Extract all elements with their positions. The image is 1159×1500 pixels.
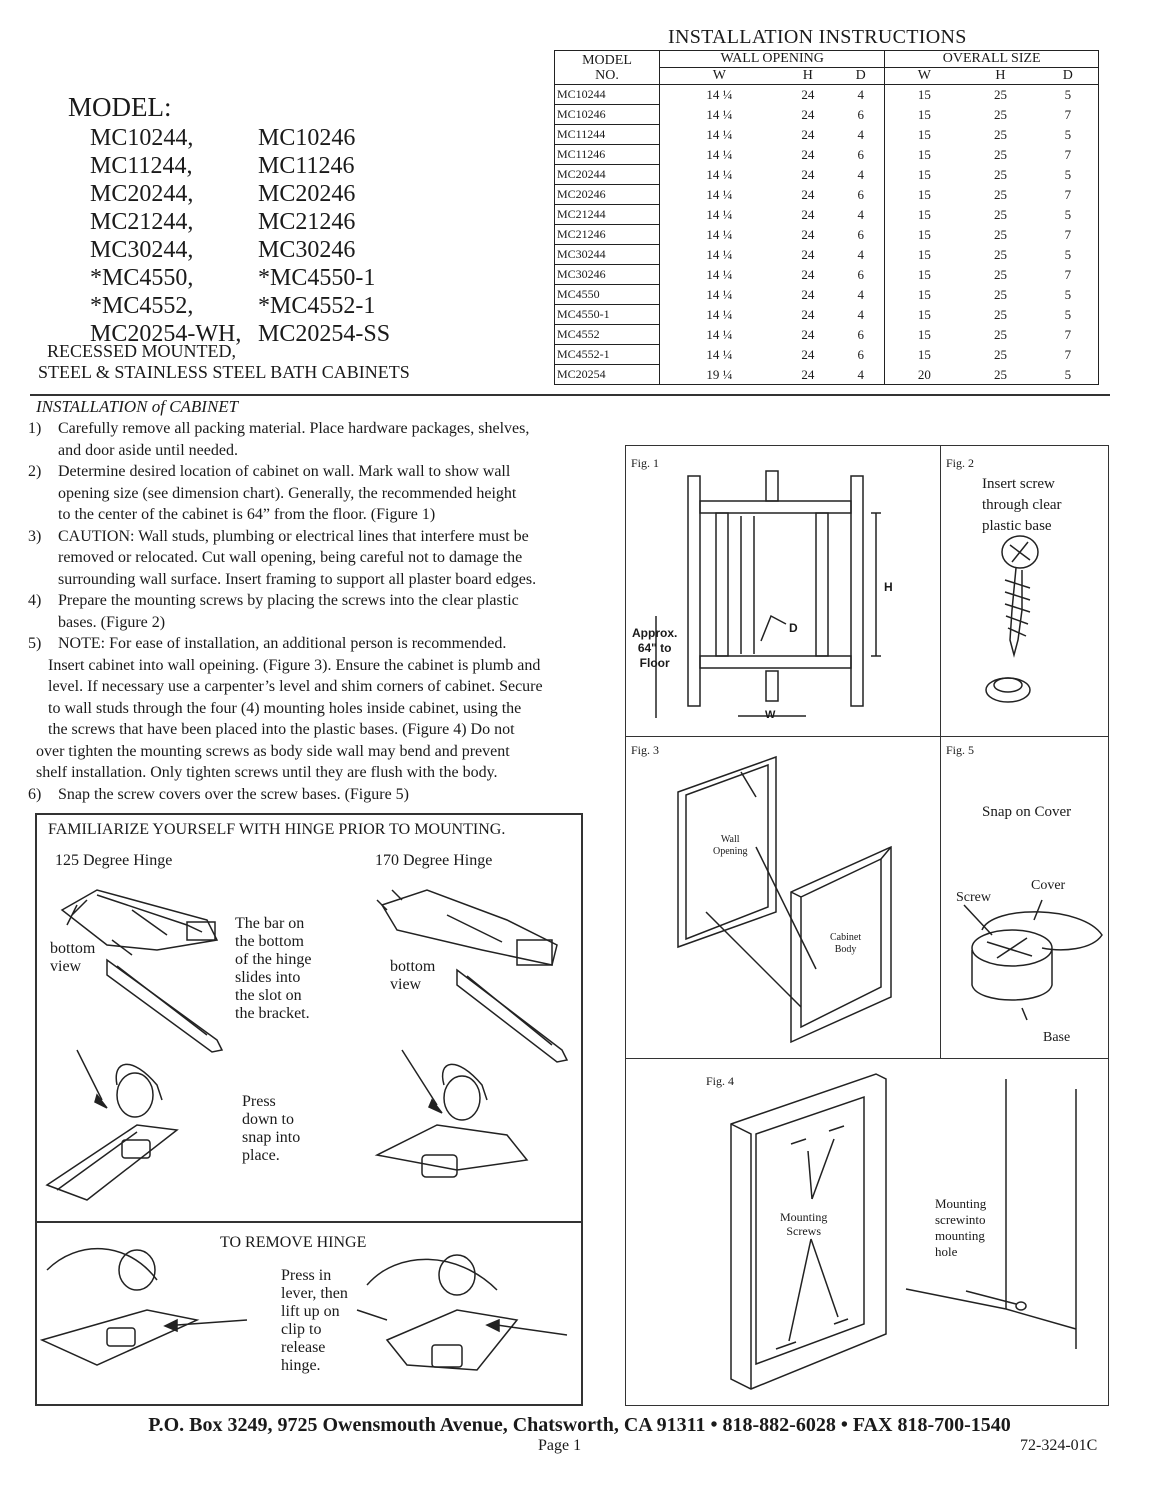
model-number: MC21246	[258, 209, 356, 235]
model-number: MC11246	[258, 153, 355, 179]
figure-4-mounting-drawing	[626, 1059, 1108, 1405]
overall-size-header: OVERALL SIZE	[885, 51, 1099, 68]
model-row	[90, 152, 430, 180]
dimension-cell: 14 ¼	[660, 345, 779, 365]
hinge-125-bracket-drawing	[107, 940, 222, 1052]
dimension-cell: 25	[993, 227, 1007, 242]
screw-cover-drawing	[942, 880, 1107, 1040]
step-number: 1)	[28, 420, 42, 437]
hinge-title: FAMILIARIZE YOURSELF WITH HINGE PRIOR TO MOUNTING.	[48, 821, 506, 838]
dimension-cell: 15	[885, 205, 963, 225]
step-line: Snap the screw covers over the screw bases. (Figure 5)	[58, 785, 409, 803]
figure-1-label: Fig. 1	[631, 456, 660, 470]
dimension-cell: 7	[1038, 225, 1099, 245]
dimension-cell: 4	[837, 365, 885, 385]
remove-hinge-left-drawing	[42, 1249, 247, 1365]
table-row	[555, 245, 1099, 265]
model-number: *MC4550-1	[258, 265, 376, 291]
dimension-cell: 4	[837, 165, 885, 185]
dimension-cell: 25	[993, 107, 1007, 122]
table-row	[555, 165, 1099, 185]
dimension-cell: 24	[801, 247, 815, 262]
dimension-table	[554, 50, 1099, 385]
model-number: MC30244,	[90, 237, 194, 263]
model-number: MC10246	[258, 125, 356, 151]
table-row	[555, 205, 1099, 225]
figure-5-snap-label: Snap on Cover	[982, 804, 1072, 820]
dimension-cell: 24	[801, 267, 815, 282]
dimension-cell: 24	[801, 167, 815, 182]
model-list	[90, 124, 430, 348]
figure-4-mounting-screws-label: Mounting Screws	[780, 1210, 828, 1238]
model-cell: MC10244	[555, 85, 660, 105]
model-row	[90, 292, 430, 320]
model-row	[90, 236, 430, 264]
instruction-step	[28, 461, 628, 526]
hinge-125-top-drawing	[62, 890, 217, 950]
screw-drawing	[960, 530, 1070, 720]
dimension-cell: 25	[993, 287, 1007, 302]
dimension-cell: 24	[779, 365, 837, 385]
section-title: INSTALLATION of CABINET	[36, 397, 239, 416]
figure-5-screw-label: Screw	[956, 890, 991, 905]
figure-1-framing-drawing	[626, 446, 940, 736]
dimension-cell: 14 ¼	[660, 285, 779, 305]
model-number: *MC4550,	[90, 265, 194, 291]
dimension-cell: 14 ¼	[660, 105, 779, 125]
dimension-cell: 6	[837, 105, 885, 125]
dimension-cell: 25	[993, 347, 1007, 362]
dimension-cell: 7	[1038, 145, 1099, 165]
table-row	[555, 305, 1099, 325]
section-divider	[30, 394, 1110, 396]
dimension-cell: 25	[993, 207, 1007, 222]
dimension-cell: 5	[1038, 305, 1099, 325]
installation-instructions-title: INSTALLATION INSTRUCTIONS	[668, 26, 967, 48]
dimension-cell: 4	[837, 125, 885, 145]
hinge-illustrations	[37, 870, 582, 1400]
step-text	[58, 526, 536, 591]
step-line: removed or relocated. Cut wall opening, being careful not to damage the	[58, 549, 523, 566]
figure-4-label: Fig. 4	[706, 1074, 735, 1088]
figure-5-cover-label: Cover	[1031, 878, 1066, 893]
dimension-cell: 25	[993, 187, 1007, 202]
step-line: the screws that have been placed into the plastic bases. (Figure 4) Do not	[48, 721, 515, 738]
dimension-cell: 15	[885, 345, 963, 365]
figure-3-wall-label: Wall Opening	[713, 834, 748, 857]
figure-5-base-label: Base	[1043, 1030, 1071, 1045]
step-line: and door aside until needed.	[58, 441, 238, 459]
step-number: 5)	[28, 635, 42, 652]
model-cell: MC4550	[555, 285, 660, 305]
document-code: 72-324-01C	[1020, 1437, 1098, 1454]
dimension-cell: 15	[885, 305, 963, 325]
dimension-cell: 6	[837, 345, 885, 365]
dimension-cell: 14 ¼	[660, 325, 779, 345]
dimension-cell: 14 ¼	[660, 145, 779, 165]
remove-hinge-title: TO REMOVE HINGE	[220, 1234, 367, 1251]
figure-3-body-label: Cabinet Body	[830, 932, 862, 955]
dimension-cell: 24	[801, 207, 815, 222]
model-cell: MC21244	[555, 205, 660, 225]
step-text	[58, 418, 529, 461]
step-text	[58, 590, 519, 633]
step-line: CAUTION: Wall studs, plumbing or electrical lines that interfere must be	[58, 527, 529, 545]
model-number: MC10244,	[90, 125, 194, 151]
model-number: *MC4552-1	[258, 293, 376, 319]
step-text	[58, 784, 409, 806]
hinge-170-bracket-drawing	[457, 970, 567, 1062]
hinge-125-label: 125 Degree Hinge	[55, 852, 173, 869]
dimension-cell: 24	[801, 127, 815, 142]
dimension-cell: 24	[801, 287, 815, 302]
dimension-subheader: H	[779, 68, 837, 85]
dimension-cell: 5	[1038, 285, 1099, 305]
model-no-header: MODEL NO.	[555, 51, 660, 85]
dimension-cell: 15	[885, 245, 963, 265]
hinge-170-label: 170 Degree Hinge	[375, 852, 493, 869]
model-cell: MC4552	[555, 325, 660, 345]
dimension-cell: 5	[1038, 85, 1099, 105]
step-number: 6)	[28, 785, 42, 803]
dimension-cell: 20	[885, 365, 963, 385]
step-line: NOTE: For ease of installation, an additional person is recommended.	[58, 635, 507, 652]
dimension-cell: 15	[885, 185, 963, 205]
model-number: MC21244,	[90, 209, 194, 235]
step-line: shelf installation. Only tighten screws until they are flush with the body.	[36, 764, 498, 781]
instruction-steps	[28, 418, 628, 805]
hinge-170-top-drawing	[377, 890, 557, 965]
dimension-subheader: W	[885, 68, 963, 85]
dimension-cell: 25	[993, 247, 1007, 262]
dimension-cell: 24	[801, 227, 815, 242]
model-row	[90, 264, 430, 292]
step-number: 4)	[28, 592, 42, 609]
instruction-step	[28, 526, 628, 591]
figure-1-w-label: W	[765, 709, 776, 721]
table-row	[555, 345, 1099, 365]
dimension-cell: 15	[885, 225, 963, 245]
model-cell: MC20244	[555, 165, 660, 185]
step-line: Prepare the mounting screws by placing the screws into the clear plastic	[58, 592, 519, 609]
table-row	[555, 125, 1099, 145]
dimension-cell: 25	[993, 87, 1007, 103]
dimension-cell: 14 ¼	[660, 265, 779, 285]
dimension-cell: 6	[837, 185, 885, 205]
table-row	[555, 225, 1099, 245]
hinge-170-press-drawing	[377, 1050, 527, 1177]
dimension-cell: 6	[837, 225, 885, 245]
dimension-cell: 14 ¼	[660, 305, 779, 325]
remove-hinge-note: Press in lever, then lift up on clip to release hinge.	[281, 1267, 348, 1374]
hinge-press-note: Press down to snap into place.	[242, 1093, 301, 1164]
instruction-step	[28, 633, 628, 784]
dimension-cell: 14 ¼	[660, 125, 779, 145]
dimension-cell: 24	[801, 187, 815, 202]
table-row	[555, 365, 1099, 385]
table-row	[555, 145, 1099, 165]
model-number: MC20254-WH,	[90, 321, 242, 347]
figure-2-note: Insert screw through clear plastic base	[982, 476, 1062, 534]
step-text	[58, 461, 516, 526]
dimension-cell: 25	[993, 147, 1007, 162]
model-cell: MC21246	[555, 225, 660, 245]
dimension-cell: 4	[837, 285, 885, 305]
hinge-125-press-drawing	[47, 1050, 177, 1200]
dimension-cell: 4	[837, 305, 885, 325]
dimension-cell: 25	[993, 127, 1007, 142]
dimension-cell: 15	[885, 85, 963, 105]
step-number: 2)	[28, 463, 42, 480]
hinge-bar-note: The bar on the bottom of the hinge slides into the slot on the bracket.	[235, 915, 312, 1022]
table-row	[555, 325, 1099, 345]
step-line: over tighten the mounting screws as body side wall may bend and prevent	[36, 742, 510, 760]
model-row	[90, 208, 430, 236]
dimension-cell: 25	[993, 167, 1007, 182]
dimension-subheader: D	[837, 68, 885, 85]
dimension-cell: 25	[993, 267, 1007, 282]
model-number: *MC4552,	[90, 293, 194, 319]
dimension-subheader: H	[963, 68, 1037, 85]
model-number: MC11244,	[90, 153, 193, 179]
remove-hinge-right-drawing	[357, 1255, 567, 1370]
dimension-cell: 14 ¼	[660, 165, 779, 185]
figure-4-mounting-hole-label: Mounting screwinto mounting hole	[935, 1196, 987, 1259]
model-number: MC20244,	[90, 181, 194, 207]
step-line: bases. (Figure 2)	[58, 613, 166, 631]
model-number: MC20246	[258, 181, 356, 207]
product-description-line2: STEEL & STAINLESS STEEL BATH CABINETS	[38, 362, 410, 382]
step-line: opening size (see dimension chart). Generally, the recommended height	[58, 484, 517, 502]
dimension-cell: 15	[885, 145, 963, 165]
step-line: surrounding wall surface. Insert framing to support all plaster board edges.	[58, 570, 537, 588]
step-line: to wall studs through the four (4) mounting holes inside cabinet, using the	[48, 699, 522, 717]
dimension-cell: 25	[993, 307, 1007, 322]
dimension-subheader: W	[660, 68, 779, 85]
model-row	[90, 124, 430, 152]
figure-3-label: Fig. 3	[631, 743, 660, 757]
dimension-cell: 14 ¼	[660, 245, 779, 265]
dimension-cell: 4	[837, 205, 885, 225]
figure-1-h-label: H	[884, 580, 893, 594]
instruction-step	[28, 784, 628, 806]
dimension-cell: 24	[801, 107, 815, 122]
dimension-cell: 5	[1038, 165, 1099, 185]
dimension-cell: 5	[1038, 125, 1099, 145]
dimension-cell: 7	[1038, 185, 1099, 205]
dimension-cell: 6	[837, 265, 885, 285]
model-number: MC30246	[258, 237, 356, 263]
step-line: level. If necessary use a carpenter’s level and shim corners of cabinet. Secure	[48, 678, 543, 695]
dimension-cell: 14 ¼	[660, 85, 779, 105]
dimension-cell: 5	[1038, 365, 1099, 385]
product-description-line1: RECESSED MOUNTED,	[47, 341, 237, 361]
step-line: Carefully remove all packing material. Place hardware packages, shelves,	[58, 420, 530, 437]
dimension-cell: 6	[837, 325, 885, 345]
dimension-cell: 19 ¼	[660, 365, 779, 385]
model-cell: MC11244	[555, 125, 660, 145]
dimension-cell: 14 ¼	[660, 205, 779, 225]
dimension-cell: 24	[801, 327, 815, 342]
dimension-cell: 5	[1038, 205, 1099, 225]
dimension-cell: 7	[1038, 105, 1099, 125]
wall-opening-header: WALL OPENING	[660, 51, 885, 68]
bottom-view-label-1: bottom view	[50, 940, 96, 975]
model-cell: MC10246	[555, 105, 660, 125]
model-cell: MC11246	[555, 145, 660, 165]
model-cell: MC4552-1	[555, 345, 660, 365]
dimension-cell: 14 ¼	[660, 185, 779, 205]
bottom-view-label-2: bottom view	[390, 958, 436, 993]
model-cell: MC4550-1	[555, 305, 660, 325]
figure-2-label: Fig. 2	[946, 456, 975, 470]
dimension-subheader: D	[1038, 68, 1099, 85]
dimension-cell: 15	[885, 165, 963, 185]
dimension-cell: 15	[885, 125, 963, 145]
figure-5-label: Fig. 5	[946, 743, 975, 757]
step-line: to the center of the cabinet is 64” from the floor. (Figure 1)	[58, 506, 436, 523]
page-number: Page 1	[538, 1437, 582, 1454]
dimension-cell: 6	[837, 145, 885, 165]
step-text	[36, 633, 543, 784]
table-row	[555, 185, 1099, 205]
model-cell: MC30244	[555, 245, 660, 265]
dimension-cell: 15	[885, 105, 963, 125]
model-cell: MC20246	[555, 185, 660, 205]
dimension-cell: 7	[1038, 265, 1099, 285]
table-row	[555, 265, 1099, 285]
dimension-cell: 5	[1038, 245, 1099, 265]
table-row	[555, 285, 1099, 305]
model-cell: MC30246	[555, 265, 660, 285]
model-row	[90, 180, 430, 208]
step-line: Insert cabinet into wall opeining. (Figure 3). Ensure the cabinet is plumb and	[48, 656, 541, 674]
figure-3-cabinet-drawing	[626, 737, 940, 1058]
dimension-cell: 15	[885, 285, 963, 305]
dimension-cell: 15	[885, 265, 963, 285]
model-title: MODEL:	[68, 92, 172, 122]
dimension-cell: 7	[1038, 325, 1099, 345]
instruction-step	[28, 590, 628, 633]
dimension-cell: 15	[885, 325, 963, 345]
dimension-cell: 14 ¼	[660, 225, 779, 245]
dimension-cell: 24	[801, 307, 815, 322]
instruction-step	[28, 418, 628, 461]
dimension-cell: 24	[801, 147, 815, 162]
dimension-cell: 4	[837, 85, 885, 105]
step-line: Determine desired location of cabinet on wall. Mark wall to show wall	[58, 463, 511, 480]
dimension-cell: 4	[837, 245, 885, 265]
company-address: P.O. Box 3249, 9725 Owensmouth Avenue, Chatsworth, CA 91311 • 818-882-6028 • FAX 818-700-1540	[148, 1414, 1011, 1436]
dimension-cell: 7	[1038, 345, 1099, 365]
model-number: MC20254-SS	[258, 321, 391, 347]
dimension-cell: 25	[993, 327, 1007, 342]
table-row	[555, 85, 1099, 105]
dimension-cell: 24	[801, 347, 815, 362]
dimension-cell: 25	[963, 365, 1037, 385]
step-number: 3)	[28, 527, 42, 545]
model-cell: MC20254	[555, 365, 660, 385]
figure-1-d-label: D	[789, 621, 798, 635]
table-row	[555, 105, 1099, 125]
dimension-cell: 24	[801, 87, 815, 103]
figure-1-height-note: Approx. 64" to Floor	[632, 626, 678, 670]
